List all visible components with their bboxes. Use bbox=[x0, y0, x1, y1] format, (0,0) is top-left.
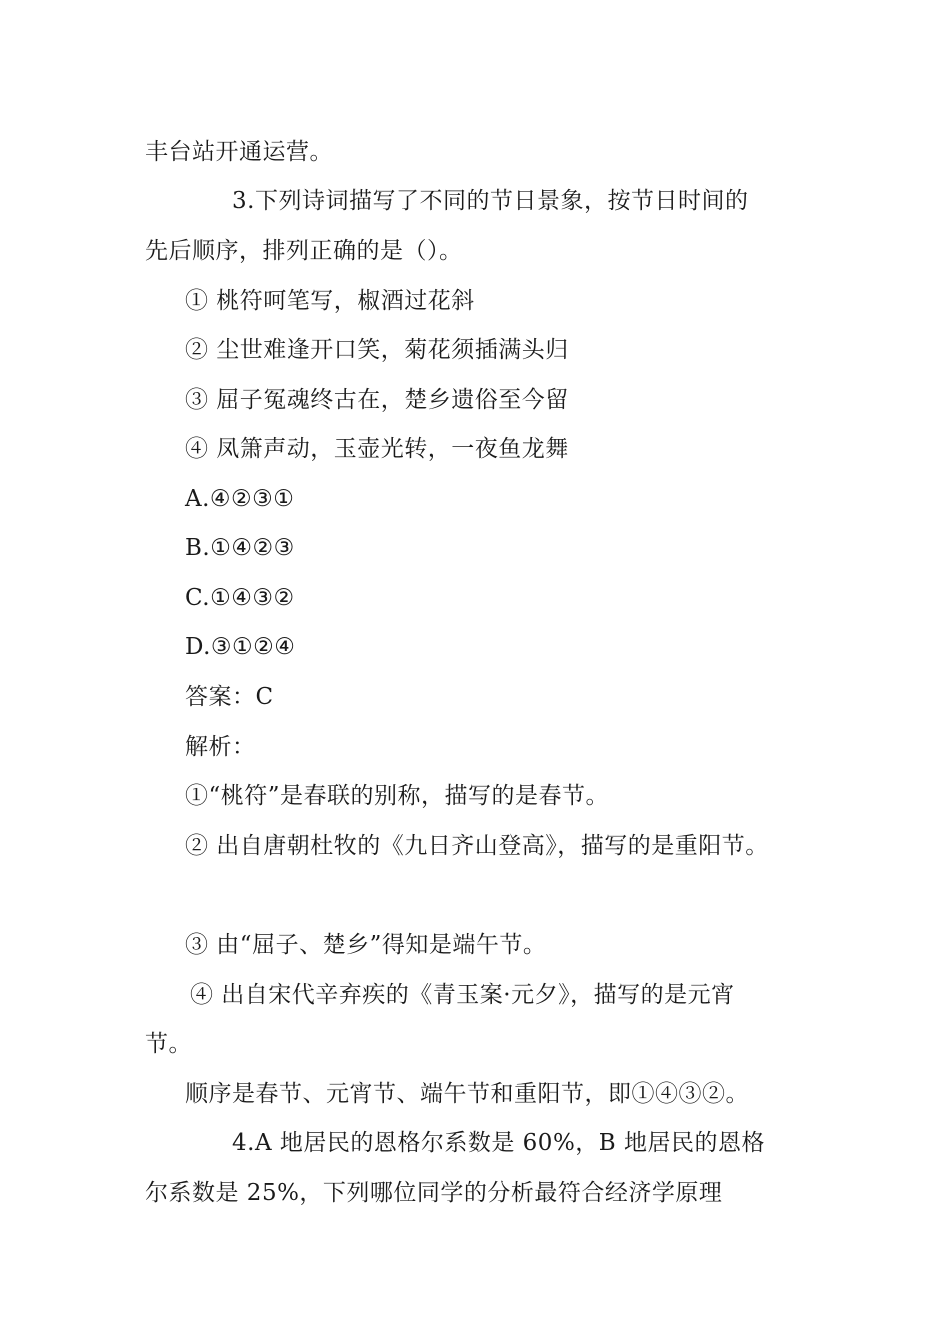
analysis-line-2: ② 出自唐朝杜牧的《九日齐山登高》，描写的是重阳节。 bbox=[185, 833, 769, 859]
poem-line-2: ② 尘世难逢开口笑，菊花须插满头归 bbox=[185, 337, 569, 363]
analysis-line-4-continued: 节。 bbox=[145, 1031, 192, 1057]
answer: 答案：C bbox=[185, 684, 274, 710]
analysis-line-3: ③ 由“屈子、楚乡”得知是端午节。 bbox=[185, 932, 547, 958]
analysis-conclusion: 顺序是春节、元宵节、端午节和重阳节，即①④③②。 bbox=[185, 1081, 749, 1107]
poem-line-3: ③ 屈子冤魂终古在，楚乡遗俗至今留 bbox=[185, 387, 569, 413]
analysis-heading: 解析： bbox=[185, 734, 256, 760]
text-line: 丰台站开通运营。 bbox=[145, 139, 333, 165]
question-4-stem: 4.A 地居民的恩格尔系数是 60%，B 地居民的恩格 bbox=[232, 1130, 766, 1156]
option-c: C.①④③② bbox=[185, 585, 295, 611]
question-4-stem-continued: 尔系数是 25%，下列哪位同学的分析最符合经济学原理 bbox=[145, 1180, 723, 1206]
analysis-line-1: ①“桃符”是春联的别称，描写的是春节。 bbox=[185, 783, 610, 809]
question-3-stem: 3.下列诗词描写了不同的节日景象，按节日时间的 bbox=[232, 188, 749, 214]
analysis-line-4: ④ 出自宋代辛弃疾的《青玉案·元夕》，描写的是元宵 bbox=[190, 982, 735, 1008]
option-b: B.①④②③ bbox=[185, 535, 295, 561]
option-d: D.③①②④ bbox=[185, 634, 296, 660]
question-3-stem-continued: 先后顺序，排列正确的是（）。 bbox=[145, 238, 463, 264]
poem-line-1: ① 桃符呵笔写，椒酒过花斜 bbox=[185, 288, 475, 314]
poem-line-4: ④ 凤箫声动，玉壶光转，一夜鱼龙舞 bbox=[185, 436, 569, 462]
option-a: A.④②③① bbox=[185, 486, 295, 512]
